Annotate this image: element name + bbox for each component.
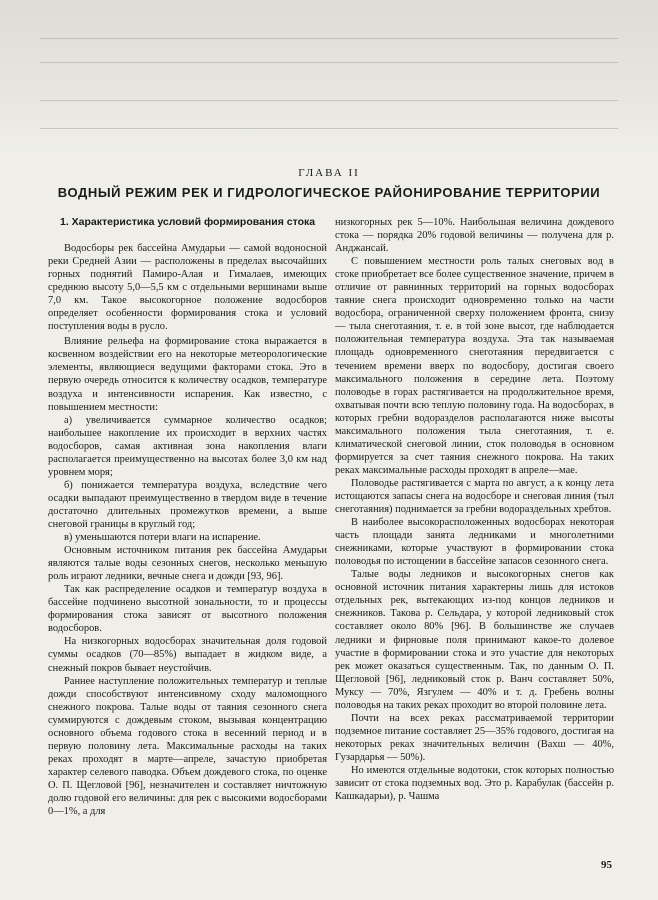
paragraph: В наиболее высокорасположенных водосборах некоторая часть площади занята ледниками и многолетними снежниками, которые участвуют в формировании стока половодья по истощении в бассейне запасов сезонного снега. (335, 517, 614, 568)
bleed-rule (40, 38, 618, 39)
paragraph: низкогорных рек 5—10%. Наибольшая величина дождевого стока — порядка 20% годовой величины — получена для р. Анджансай. (335, 217, 614, 255)
bleed-rule (40, 100, 618, 101)
bleed-rule (40, 62, 618, 63)
paragraph: Так как распределение осадков и температур воздуха в бассейне подчинено высотной зональности, то и процессы формирования стока зависят от высотного положения водосборов. (48, 584, 327, 635)
section-title: 1. Характеристика условий формирования стока (60, 216, 316, 228)
list-item: в) уменьшаются потери влаги на испарение. (64, 532, 261, 544)
paragraph: На низкогорных водосборах значительная доля годовой суммы осадков (70—85%) выпадает в жидком виде, а снежный покров бывает неустойчив. (48, 636, 327, 674)
right-column (335, 216, 614, 803)
paragraph: Основным источником питания рек бассейна Амударьи являются талые воды сезонных снегов, несколько меньшую роль играют ледники, вечные снега и дожди [93, 96]. (48, 545, 327, 583)
paragraph: С повышением местности роль талых снеговых вод в стоке приобретает все более существенное значение, причем в отличие от равнинных территорий на горных водосборах таяние снега происходит одновременно только на части водосбора, ограниченной сверху положением фронта, снизу — тыла снеготаяния, т. е. в той зоне высот, где наблюдается положительная температура воздуха. Эта так называемая площадь одновременного снеготаяния передвигается с течением времени вверх по водосбору, достигая своего максимального положения в середине лета. Поэтому половодье в горах растягивается на продолжительное время, охватывая почти всю теплую половину года. На водосборах, в которых гребни водоразделов располагаются ниже высоты максимального положения тыла снеготаяния, т. е. климатической снеговой линии, сток половодья в основном формируется за счет таяния снежного покрова. На таких реках максимальные расходы проходят в апреле—мае. (335, 256, 614, 476)
paragraph: Раннее наступление положительных температур и теплые дожди способствуют интенсивному сходу маломощного снежного покрова. Талые воды от таяния сезонного снега суммируются с дождевым стоком, вызывая концентрацию основного объема годового стока в весенний период и в первую половину лета. Максимальные расходы на таких реках проходят в марте—апреле, зачастую приобретая характер селевого паводка. Объем дождевого стока, по оценке О. П. Щегловой [96], незначителен и составляет ничтожную долю годовой его величины: для рек с высокими водосборами 0—1%, а для (48, 675, 327, 818)
paragraph: Но имеются отдельные водотоки, сток которых полностью зависит от стока подземных вод. Это р. Карабулак (бассейн р. Кашкадарьи), р. Чашма (335, 764, 614, 803)
chapter-title: ВОДНЫЙ РЕЖИМ РЕК И ГИДРОЛОГИЧЕСКОЕ РАЙОНИРОВАНИЕ ТЕРРИТОРИИ (57, 185, 601, 200)
paragraph: Влияние рельефа на формирование стока выражается в косвенном воздействии его на некоторые метеорологические элементы, являющиеся ведущими факторами стока. Это в первую очередь относится к количеству осадков, температуре воздуха и интенсивности испарения. Как известно, с повышением местности: (48, 336, 327, 413)
paragraph: Талые воды ледников и высокогорных снегов как основной источник питания характерны лишь для истоков отдельных рек, вытекающих из-под концов ледников и снежников. Такова р. Сельдара, у которой ледниковый сток составляет около 80% [96]. В большинстве же случаев ледники и фирновые поля принимают какое-то долевое участие в формировании стока и это участие для некоторых рек может оказаться существенным. Так, по данным О. П. Щегловой [96], ледниковый сток р. Ванч составляет 50%, Муксу — 70%, Язгулем — 40% и т. д. Гребень волны половодья на таких реках проходит во второй половине лета. (335, 569, 614, 711)
left-column (48, 216, 327, 818)
bleed-rule (40, 128, 618, 129)
paragraph: Почти на всех реках рассматриваемой территории подземное питание составляет 25—35% годового, достигая на некоторых реках значительных величин (Вахш — 40%, Гузардарья — 50%). (335, 712, 614, 763)
list-item: б) понижается температура воздуха, вследствие чего осадки выпадают преимущественно в твердом виде в течение достаточно длительных промежутков времени, а выше снеговой границы в круглый год; (48, 479, 327, 530)
page-number: 95 (601, 859, 612, 871)
chapter-label: ГЛАВА II (298, 167, 360, 179)
list-item: а) увеличивается суммарное количество осадков; наибольшее накопление их происходит в верхних частях водосборов, самая активная зона накопления влаги располагается преимущественно на высотах более 3,0 км над уровнем моря; (48, 414, 327, 478)
paragraph: Водосборы рек бассейна Амударьи — самой водоносной реки Средней Азии — расположены в пределах высочайших горных поднятий Памиро-Алая и Гималаев, имеющих среднюю высоту 5,0—5,5 км с отдельными вершинами выше 7,0 км. Такое высокогорное положение водосборов определяет особенности формирования стока и условий поступления воды в русло. (48, 243, 327, 333)
bleed-through-area (0, 0, 658, 150)
paragraph: Половодье растягивается с марта по август, а к концу лета истощаются запасы снега на водосборе и снеговая линия (тыл снеготаяния) поднимается за гребни водораздельных хребтов. (335, 477, 614, 516)
